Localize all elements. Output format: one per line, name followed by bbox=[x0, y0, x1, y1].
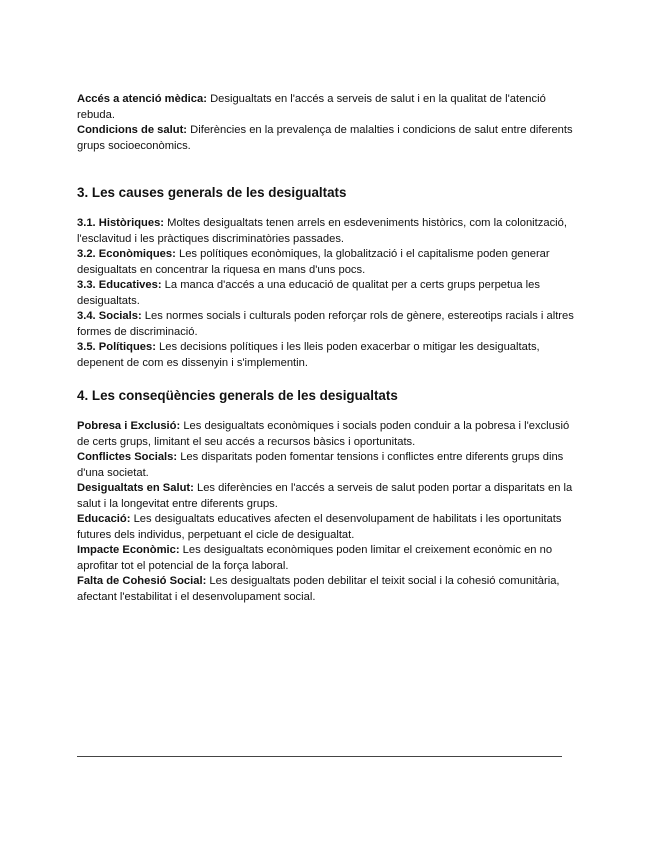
paragraph-health-inequality bbox=[77, 481, 582, 512]
term-label: Falta de Cohesió Social: bbox=[77, 575, 207, 587]
term-label: Pobresa i Exclusió: bbox=[77, 420, 181, 432]
paragraph-text: Desigualtats en l'accés a serveis de salut i en la qualitat de l'atenció rebuda. bbox=[77, 93, 546, 121]
paragraph-social bbox=[77, 309, 582, 340]
term-label: Educació: bbox=[77, 513, 131, 525]
paragraph-text: Les decisions polítiques i les lleis poden exacerbar o mitigar les desigualtats, depenent de com es dissenyin i s'implementin. bbox=[77, 341, 540, 369]
paragraph-economic-impact bbox=[77, 543, 582, 574]
paragraph-text: Moltes desigualtats tenen arrels en esdeveniments històrics, com la colonització, l'esclavitud i les pràctiques discriminatòries passades. bbox=[77, 217, 567, 245]
paragraph-text: Les diferències en l'accés a serveis de salut poden portar a disparitats en la salut i la longevitat entre diferents grups. bbox=[77, 482, 573, 510]
paragraph-health-conditions bbox=[77, 123, 582, 154]
term-label: Conflictes Socials: bbox=[77, 451, 178, 463]
paragraph-text: Les desigualtats poden debilitar el teixit social i la cohesió comunitària, afectant l'estabilitat i el desenvolupament social. bbox=[77, 575, 560, 603]
term-label: 3.4. Socials: bbox=[77, 310, 142, 322]
term-label: Desigualtats en Salut: bbox=[77, 482, 194, 494]
section-heading-causes: 3. Les causes generals de les desigualtats bbox=[77, 185, 347, 200]
paragraph-education bbox=[77, 512, 582, 543]
term-label: 3.2. Econòmiques: bbox=[77, 248, 176, 260]
term-label: Accés a atenció mèdica: bbox=[77, 93, 207, 105]
paragraph-text: Les normes socials i culturals poden reforçar rols de gènere, estereotips racials i altres formes de discriminació. bbox=[77, 310, 574, 338]
paragraph-health-access bbox=[77, 92, 582, 123]
term-label: 3.1. Històriques: bbox=[77, 217, 165, 229]
term-label: 3.3. Educatives: bbox=[77, 279, 162, 291]
paragraph-text: La manca d'accés a una educació de qualitat per a certs grups perpetua les desigualtats. bbox=[77, 279, 540, 307]
term-label: 3.5. Polítiques: bbox=[77, 341, 156, 353]
paragraph-historical bbox=[77, 216, 582, 247]
document-body bbox=[77, 92, 582, 605]
paragraph-text: Diferències en la prevalença de malalties i condicions de salut entre diferents grups socioeconòmics. bbox=[77, 124, 573, 152]
paragraph-conflicts bbox=[77, 450, 582, 481]
term-label: Condicions de salut: bbox=[77, 124, 188, 136]
paragraph-economic bbox=[77, 247, 582, 278]
paragraph-text: Les desigualtats econòmiques i socials poden conduir a la pobresa i l'exclusió de certs grups, limitant el seu accés a recursos bàsics i oportunitats. bbox=[77, 420, 570, 448]
paragraph-social-cohesion bbox=[77, 574, 582, 605]
paragraph-text: Les desigualtats econòmiques poden limitar el creixement econòmic en no aprofitar tot el potencial de la força laboral. bbox=[77, 544, 553, 572]
paragraph-text: Les polítiques econòmiques, la globalització i el capitalisme poden generar desigualtats en concentrar la riquesa en mans d'uns pocs. bbox=[77, 248, 550, 276]
paragraph-text: Les desigualtats educatives afecten el desenvolupament de habilitats i les oportunitats futures dels individus, perpetuant el cicle de desigualtat. bbox=[77, 513, 562, 541]
section-heading-consequences: 4. Les conseqüències generals de les desigualtats bbox=[77, 388, 398, 403]
footnote-divider bbox=[77, 756, 562, 757]
paragraph-text: Les disparitats poden fomentar tensions i conflictes entre diferents grups dins d'una societat. bbox=[77, 451, 564, 479]
paragraph-educational bbox=[77, 278, 582, 309]
paragraph-political bbox=[77, 340, 582, 371]
term-label: Impacte Econòmic: bbox=[77, 544, 180, 556]
paragraph-poverty bbox=[77, 419, 582, 450]
